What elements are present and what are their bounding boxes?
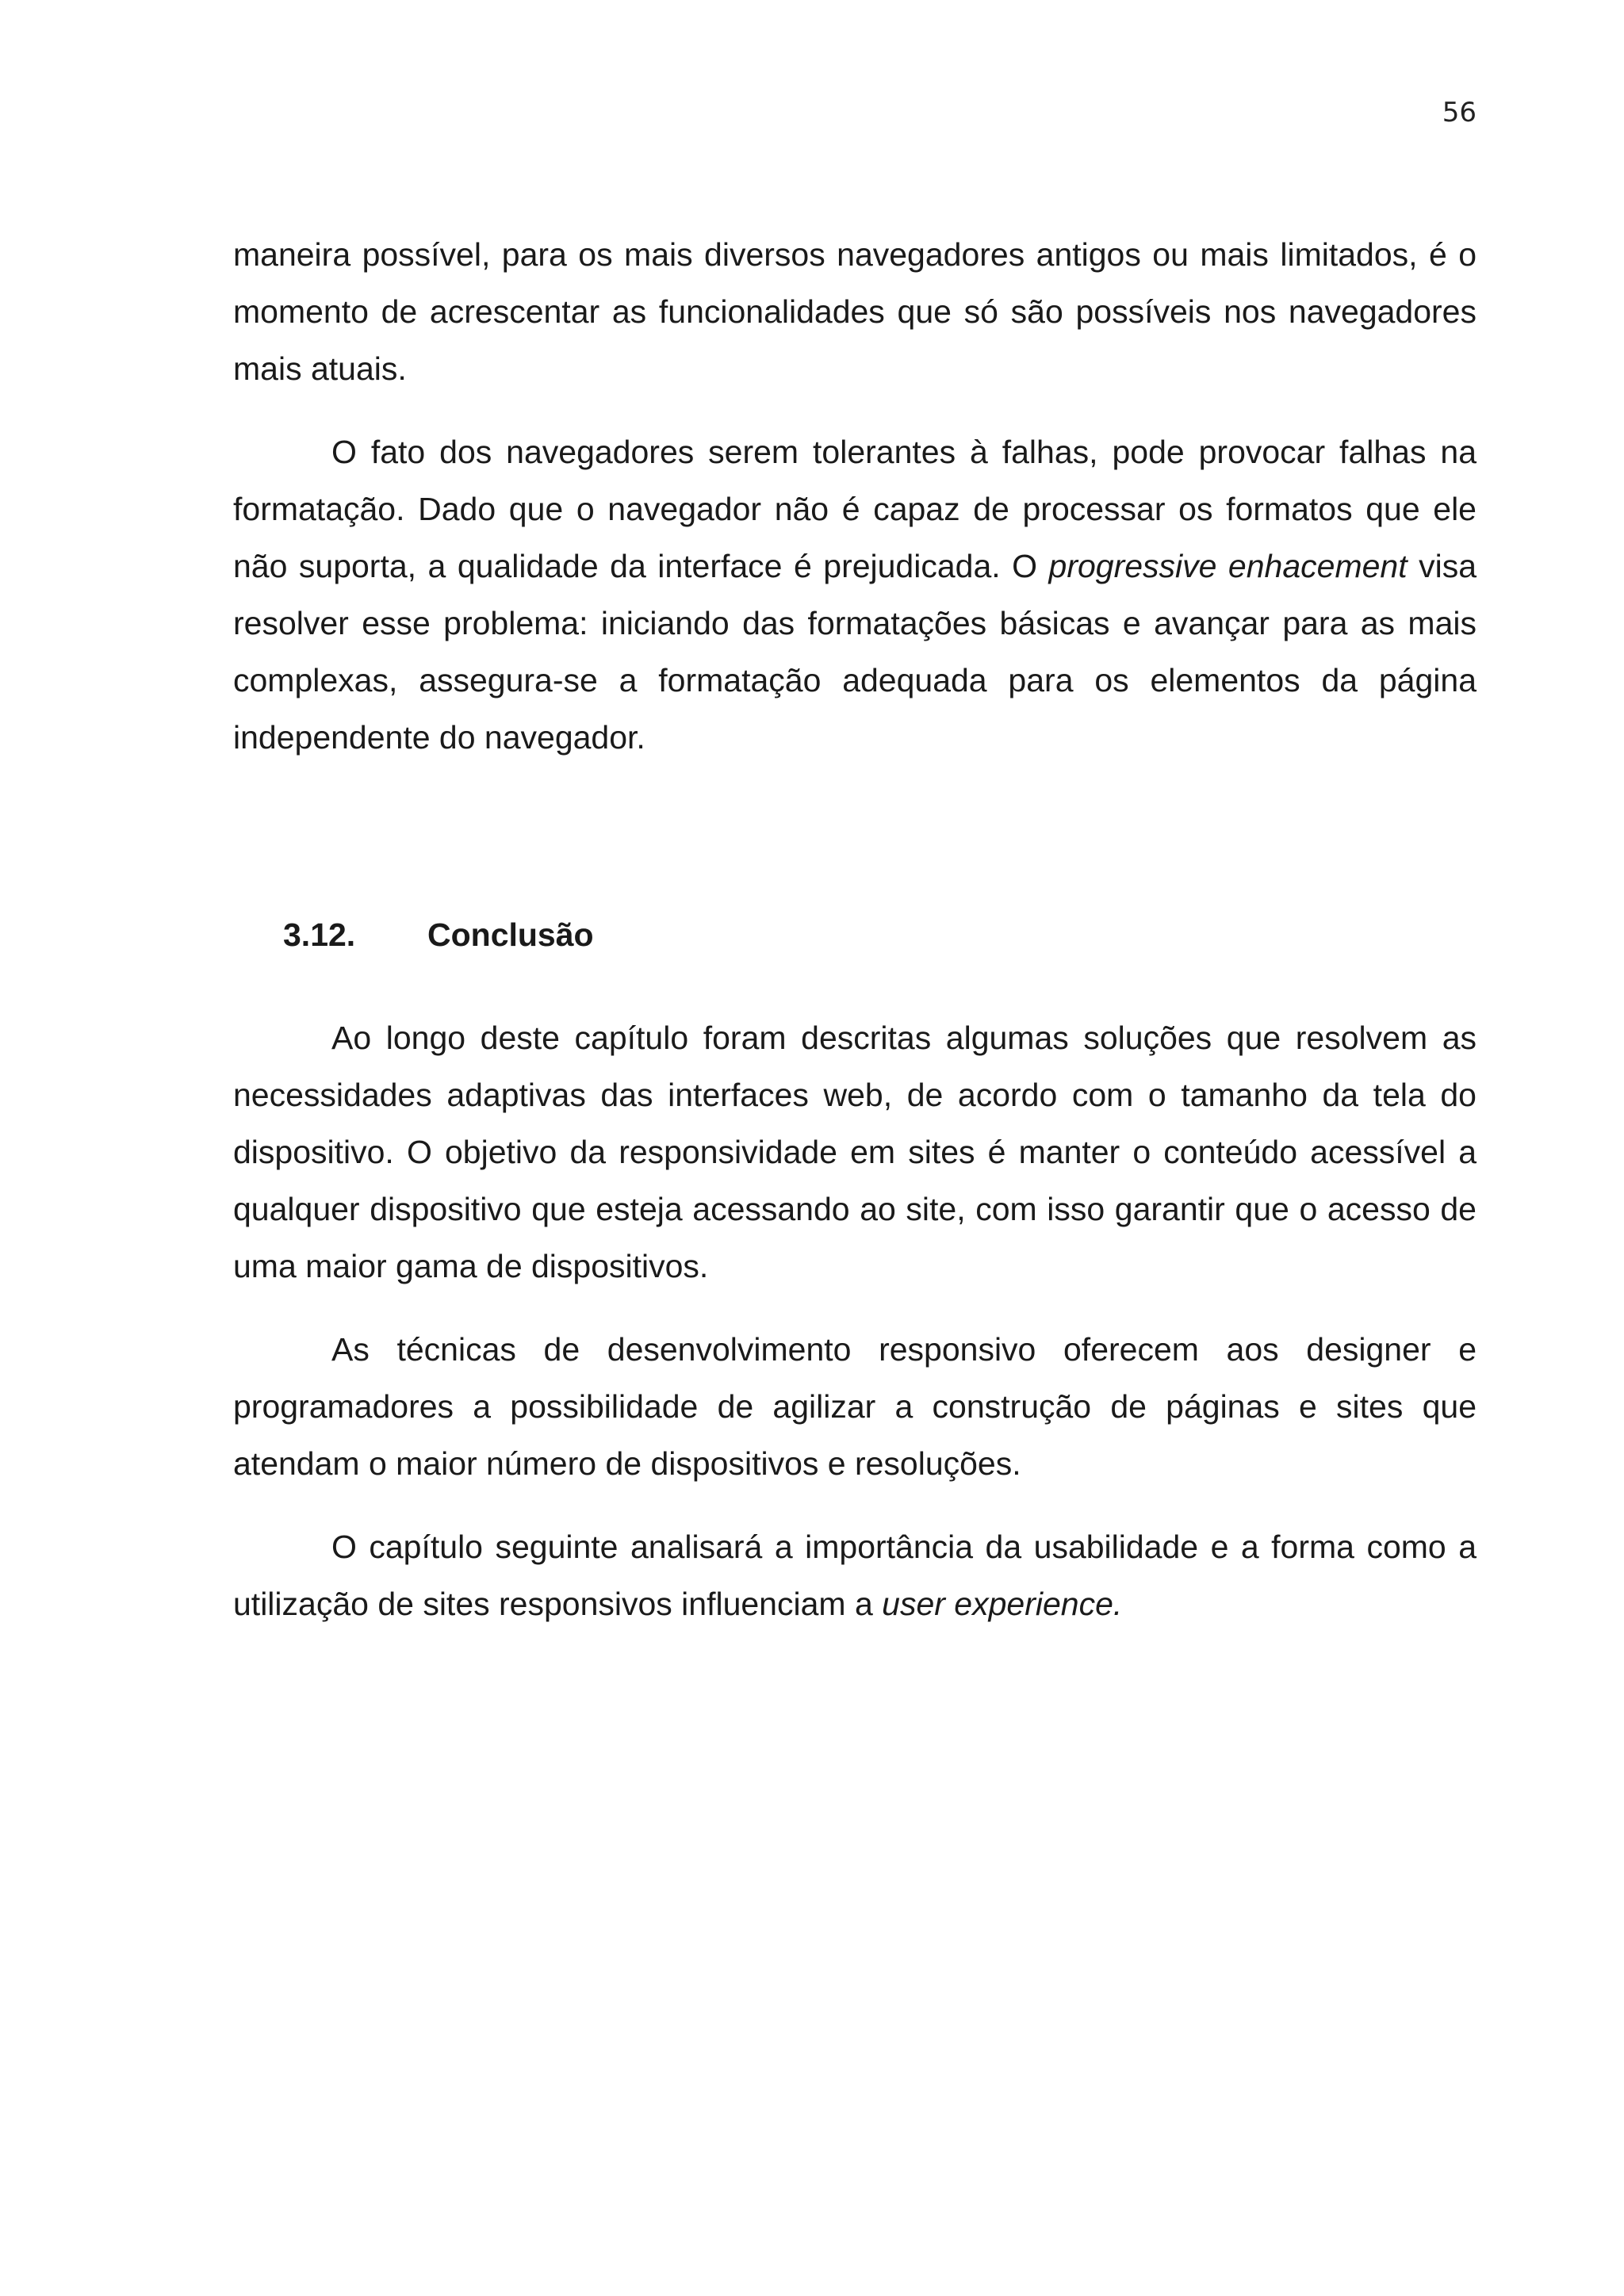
section-title: Conclusão (427, 916, 594, 953)
paragraph-fault-tolerance (233, 423, 1477, 766)
paragraph-next-chapter (233, 1518, 1477, 1632)
section-heading (233, 906, 1477, 963)
document-body (233, 226, 1477, 1659)
paragraph-text-end: visa resolver esse problema: iniciando das formatações básicas e avançar para as mais complexas, assegura-se a formatação adequada para os elementos da página independente do navegador. (233, 548, 1477, 756)
paragraph-text-start: O capítulo seguinte analisará a importância da usabilidade e a forma como a utilização de sites responsivos influenciam a (233, 1529, 1477, 1622)
paragraph-text-start: O fato dos navegadores serem tolerantes à falhas, pode provocar falhas na formatação. Dado que o navegador não é capaz de processar os formatos que ele não suporta, a qualidade da interface é prejudicada. O (233, 434, 1477, 584)
italic-term-user-experience: user experience. (882, 1586, 1123, 1622)
italic-term-progressive-enhancement: progressive enhacement (1048, 548, 1408, 584)
paragraph-continuation: maneira possível, para os mais diversos navegadores antigos ou mais limitados, é o momento de acrescentar as funcionalidades que só são possíveis nos navegadores mais atuais. (233, 236, 1477, 387)
paragraph-chapter-summary: Ao longo deste capítulo foram descritas algumas soluções que resolvem as necessidades adaptivas das interfaces web, de acordo com o tamanho da tela do dispositivo. O objetivo da responsividade em sites é manter o conteúdo acessível a qualquer dispositivo que esteja acessando ao site, com isso garantir que o acesso de uma maior gama de dispositivos. (233, 1020, 1477, 1284)
section-number: 3.12. (283, 916, 356, 953)
page-number: 56 (1442, 97, 1477, 128)
paragraph-responsive-techniques: As técnicas de desenvolvimento responsivo oferecem aos designer e programadores a possibilidade de agilizar a construção de páginas e sites que atendam o maior número de dispositivos e resoluções. (233, 1331, 1477, 1482)
